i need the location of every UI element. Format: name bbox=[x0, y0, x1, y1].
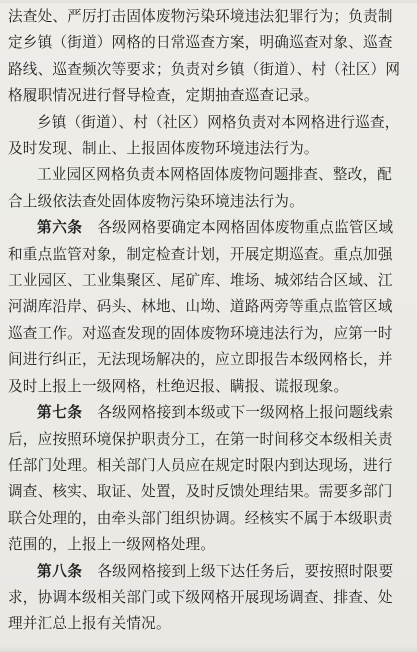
line-text: 范围的，上报上一级网格处理。 bbox=[8, 536, 216, 554]
scan-edge-bottom bbox=[0, 646, 417, 652]
line-text: 定乡镇（街道）网格的日常巡查方案，明确巡查对象、巡查 bbox=[8, 34, 393, 52]
article-number: 第七条 bbox=[37, 404, 83, 422]
line-text: 工业园区网格负责本网格固体废物问题排查、整改，配 bbox=[37, 166, 393, 184]
document-body bbox=[8, 4, 407, 638]
line-text: 和重点监管对象，制定检查计划，开展定期巡查。重点加强 bbox=[8, 245, 393, 263]
line-text: 乡镇（街道）、村（社区）网格负责对本网格进行巡查， bbox=[37, 113, 400, 131]
line-text: 及时上报上一级网格，杜绝迟报、瞒报、谎报现象。 bbox=[8, 377, 349, 395]
text-line bbox=[8, 189, 407, 215]
text-line bbox=[8, 479, 407, 505]
line-text: 工业园区、工业集聚区、尾矿库、堆场、城郊结合区域、江 bbox=[8, 272, 393, 290]
text-line bbox=[8, 400, 407, 426]
line-text: 调查、核实、取证、处置，及时反馈处理结果。需要多部门 bbox=[8, 483, 393, 501]
text-line bbox=[8, 83, 407, 109]
line-text: 及时发现、制止、上报固体废物环境违法行为。 bbox=[8, 140, 319, 158]
text-line bbox=[8, 321, 407, 347]
text-line bbox=[8, 585, 407, 611]
text-line bbox=[8, 4, 407, 30]
text-line bbox=[8, 242, 407, 268]
text-line bbox=[8, 162, 407, 188]
text-line bbox=[8, 611, 407, 637]
line-text: 各级网格要确定本网格固体废物重点监管区域 bbox=[97, 219, 394, 237]
text-line bbox=[8, 506, 407, 532]
line-text: 间进行纠正，无法现场解决的，应立即报告本级网格长，并 bbox=[8, 351, 393, 369]
article-number: 第六条 bbox=[37, 219, 83, 237]
text-line bbox=[8, 110, 407, 136]
line-text: 巡查工作。对巡查发现的固体废物环境违法行为，应第一时 bbox=[8, 324, 393, 342]
line-text: 合上级依法查处固体废物污染环境违法行为。 bbox=[8, 192, 304, 210]
text-line bbox=[8, 294, 407, 320]
text-line bbox=[8, 30, 407, 56]
line-text: 求，协调本级相关部门或下级网格开展现场调查、排查、处 bbox=[8, 588, 393, 606]
line-text: 联合处理的，由牵头部门组织协调。经核实不属于本级职责 bbox=[8, 509, 393, 527]
text-line bbox=[8, 347, 407, 373]
line-text: 后，应按照环境保护职责分工，在第一时间移交本级相关责 bbox=[8, 430, 393, 448]
text-line bbox=[8, 374, 407, 400]
line-text: 各级网格接到本级或下一级网格上报问题线索 bbox=[97, 404, 394, 422]
text-line bbox=[8, 268, 407, 294]
text-line bbox=[8, 532, 407, 558]
line-text: 任部门处理。相关部门人员应在规定时限内到达现场，进行 bbox=[8, 456, 393, 474]
text-line bbox=[8, 136, 407, 162]
line-text: 格履职情况进行督导检查，定期抽查巡查记录。 bbox=[8, 87, 319, 105]
line-text: 河湖库沿岸、码头、林地、山坳、道路两旁等重点监管区域 bbox=[8, 298, 393, 316]
text-line bbox=[8, 57, 407, 83]
scan-edge-top bbox=[0, 0, 417, 3]
line-text: 理并汇总上报有关情况。 bbox=[8, 615, 171, 633]
text-line bbox=[8, 453, 407, 479]
line-text: 法查处、严厉打击固体废物污染环境违法犯罪行为；负责制 bbox=[8, 8, 393, 25]
text-line bbox=[8, 427, 407, 453]
text-line bbox=[8, 559, 407, 585]
article-number: 第八条 bbox=[37, 562, 83, 580]
line-text: 各级网格接到上级下达任务后，要按照时限要 bbox=[97, 562, 394, 580]
text-line bbox=[8, 215, 407, 241]
line-text: 路线、巡查频次等要求；负责对乡镇（街道）、村（社区）网 bbox=[8, 60, 401, 78]
